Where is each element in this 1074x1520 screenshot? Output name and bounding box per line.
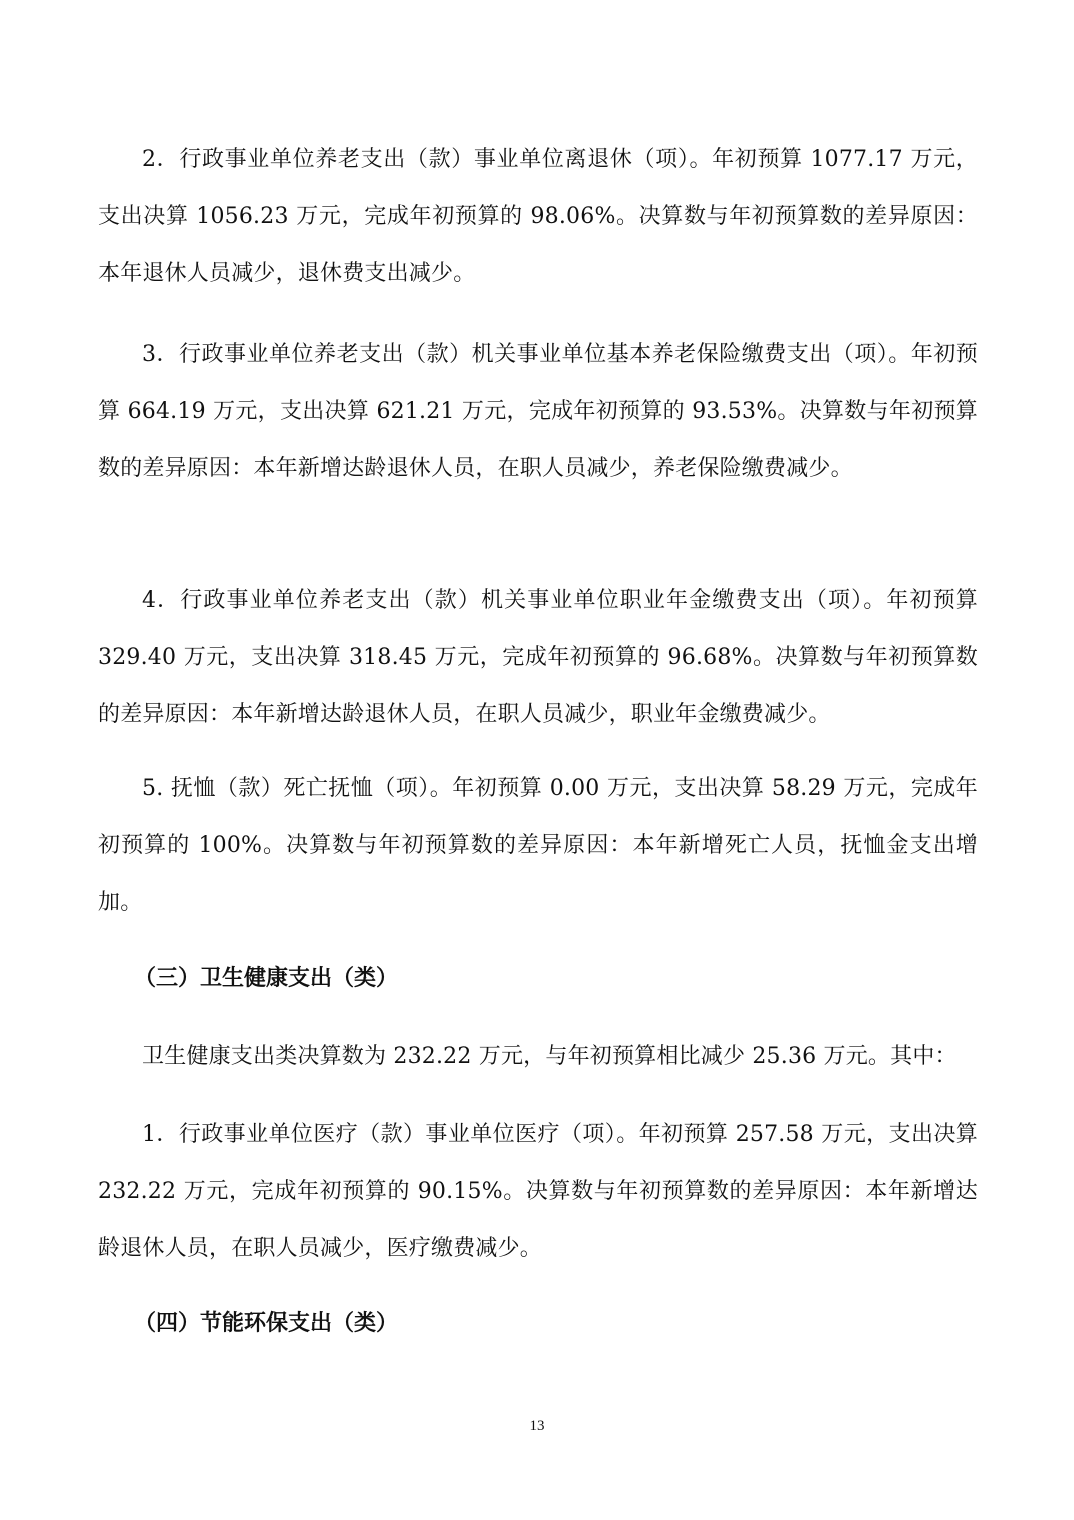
paragraph-pension-retirement: 2．行政事业单位养老支出（款）事业单位离退休（项）。年初预算 1077.17 万元，支出决算 1056.23 万元，完成年初预算的 98.06%。决算数与年初预算数的差异原因：本年退休人员减少，退休费支出减少。 — [98, 147, 978, 286]
section-heading-environment: （四）节能环保支出（类） — [134, 1310, 399, 1336]
paragraph-health-summary: 卫生健康支出类决算数为 232.22 万元，与年初预算相比减少 25.36 万元。其中： — [142, 1044, 957, 1069]
paragraph-medical: 1．行政事业单位医疗（款）事业单位医疗（项）。年初预算 257.58 万元，支出决算 232.22 万元，完成年初预算的 90.15%。决算数与年初预算数的差异原因：本年新增达龄退休人员，在职人员减少，医疗缴费减少。 — [98, 1122, 978, 1261]
paragraph-pension-insurance: 3．行政事业单位养老支出（款）机关事业单位基本养老保险缴费支出（项）。年初预算 664.19 万元，支出决算 621.21 万元，完成年初预算的 93.53%。决算数与年初预算数的差异原因：本年新增达龄退休人员，在职人员减少，养老保险缴费减少。 — [98, 342, 978, 481]
section-heading-health: （三）卫生健康支出（类） — [134, 965, 399, 991]
paragraph-occupational-annuity: 4．行政事业单位养老支出（款）机关事业单位职业年金缴费支出（项）。年初预算 329.40 万元，支出决算 318.45 万元，完成年初预算的 96.68%。决算数与年初预算数的差异原因：本年新增达龄退休人员，在职人员减少，职业年金缴费减少。 — [98, 588, 978, 727]
page-number: 13 — [529, 1418, 545, 1434]
paragraph-death-compensation: 5. 抚恤（款）死亡抚恤（项）。年初预算 0.00 万元，支出决算 58.29 万元，完成年初预算的 100%。决算数与年初预算数的差异原因：本年新增死亡人员，抚恤金支出增加。 — [98, 776, 978, 915]
